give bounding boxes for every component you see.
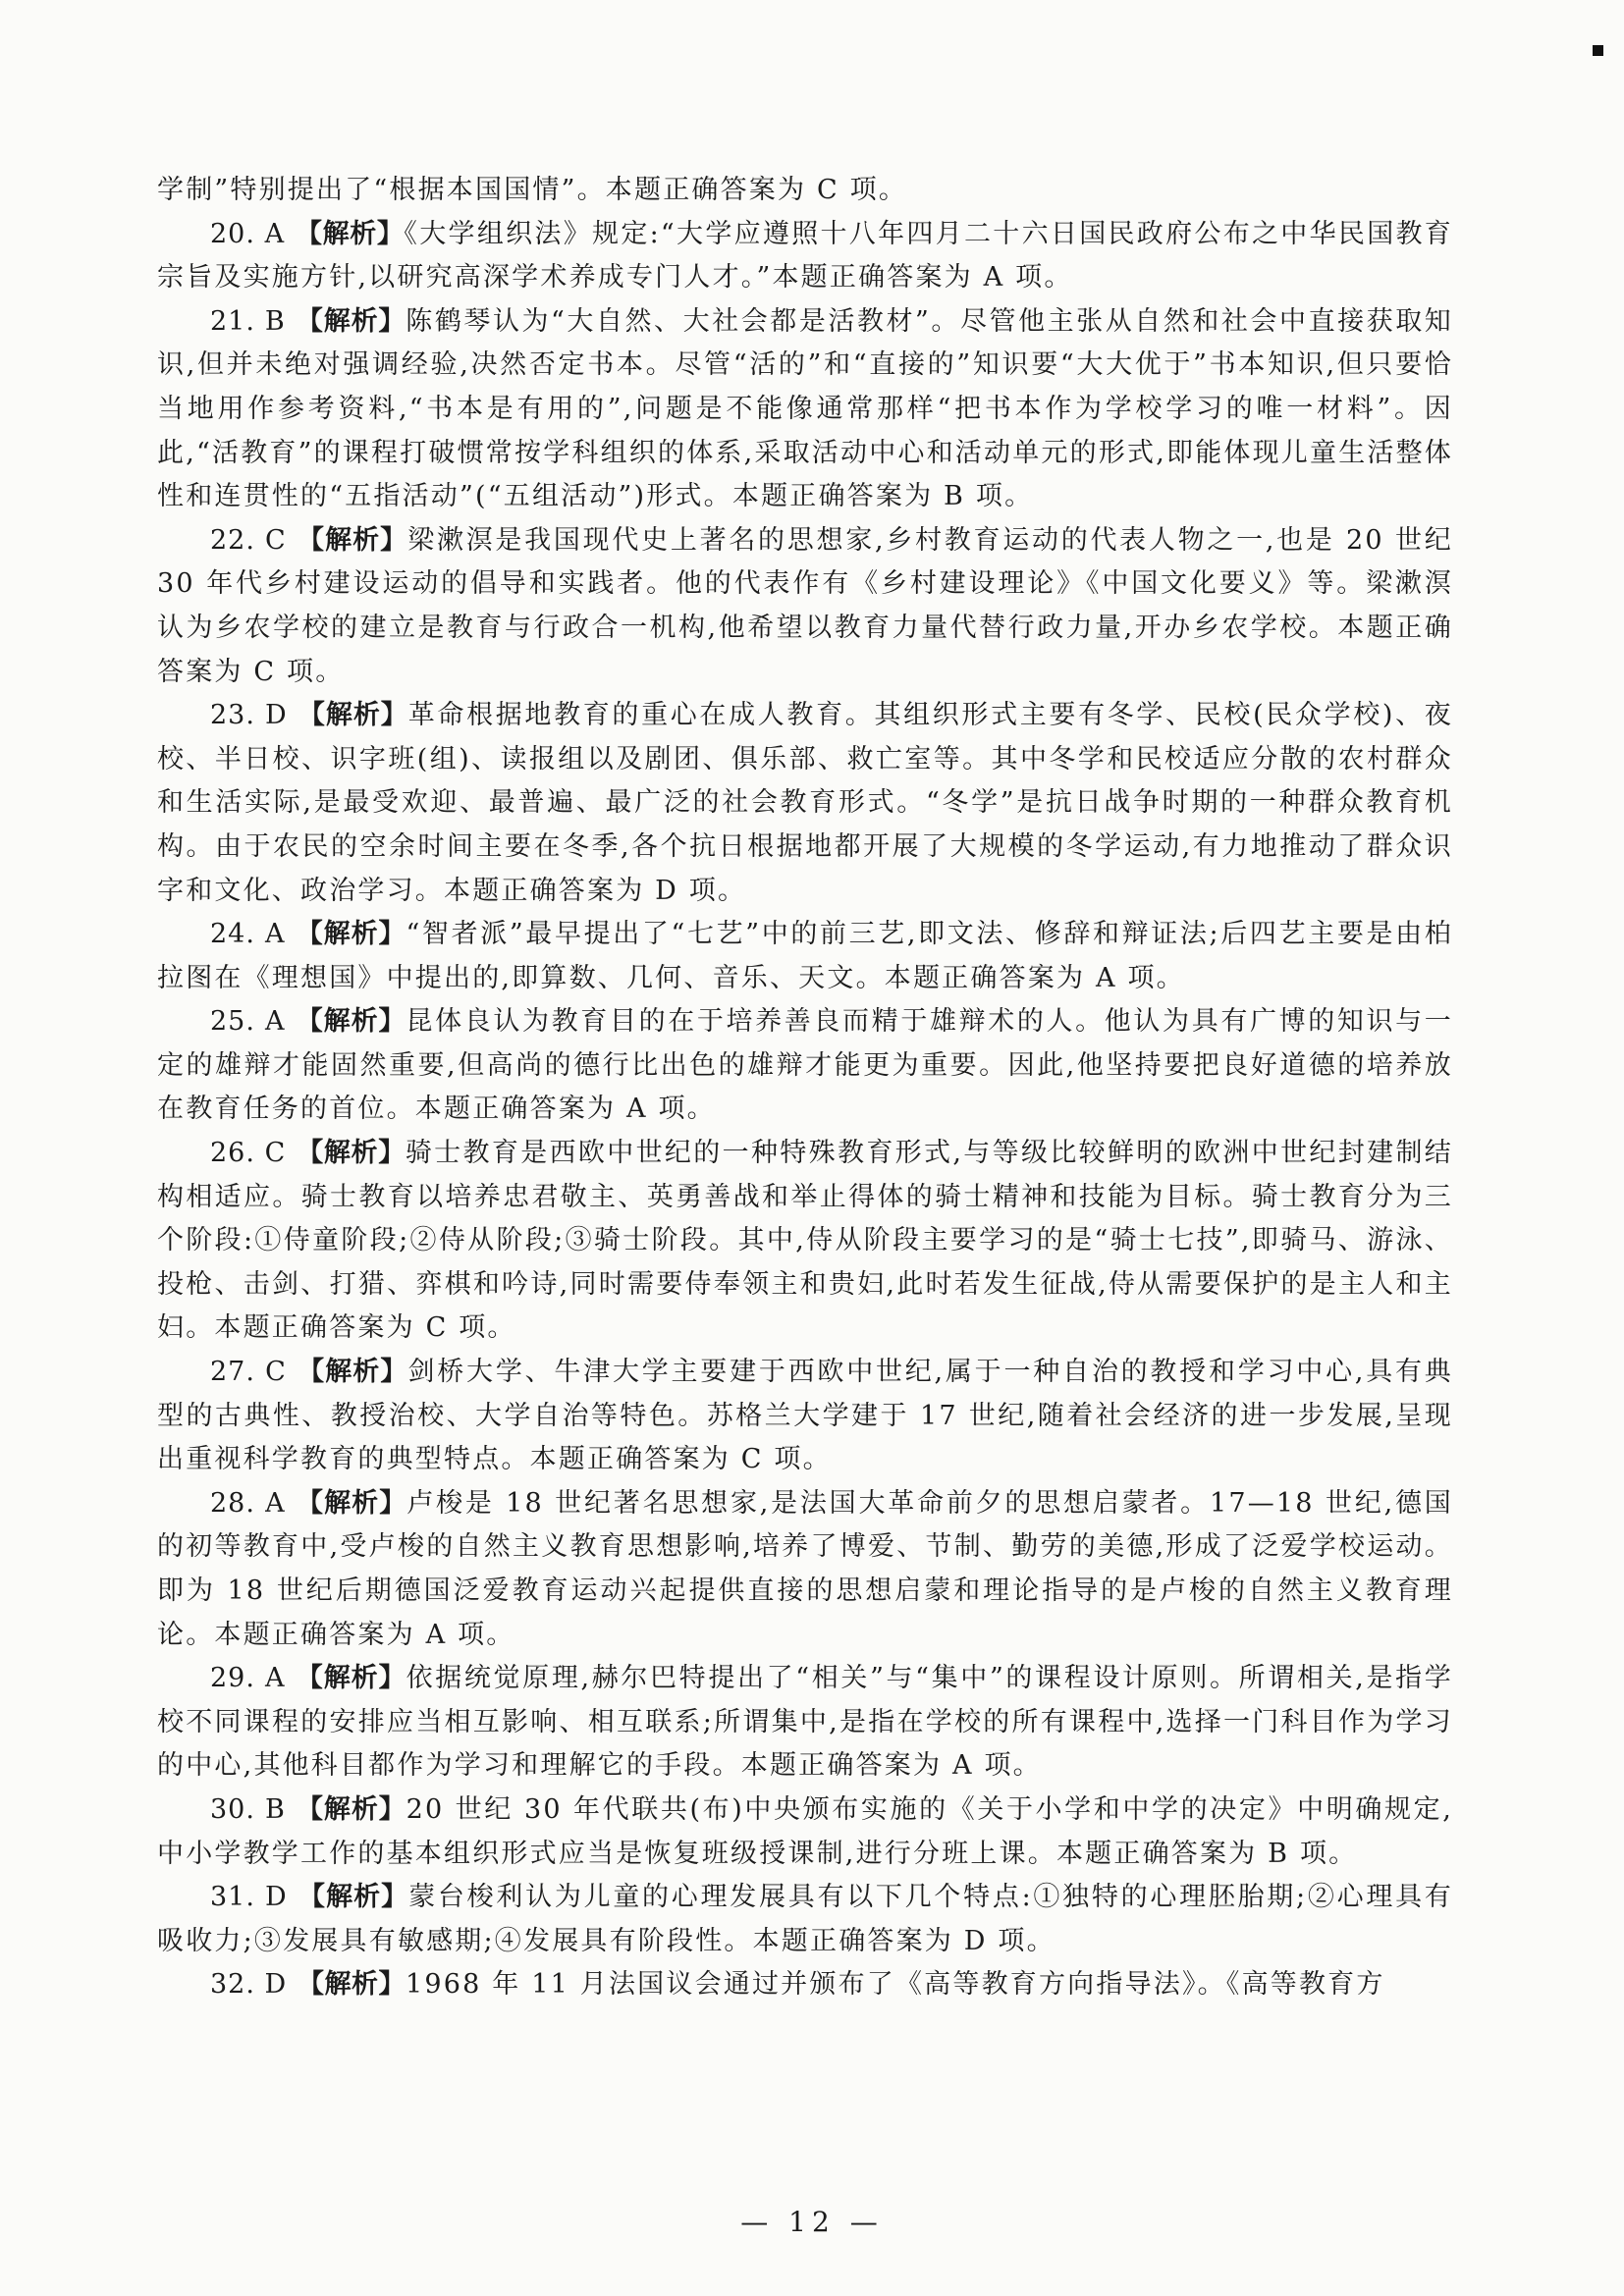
analysis-tag: 【解析】	[298, 1882, 409, 1913]
answer-item	[157, 519, 1453, 694]
page-number: — 12 —	[740, 2206, 884, 2238]
analysis-text: 20 世纪 30 年代联共(布)中央颁布实施的《关于小学和中学的决定》中明确规定,中小学教学工作的基本组织形式应当是恢复班级授课制,进行分班上课。本题正确答案为 B 项。	[157, 1793, 1453, 1869]
answer-item	[157, 1482, 1453, 1657]
corner-mark	[1593, 45, 1603, 56]
answer-number: 29. A	[210, 1663, 286, 1694]
analysis-text: 陈鹤琴认为“大自然、大社会都是活教材”。尽管他主张从自然和社会中直接获取知识,但并未绝对强调经验,决然否定书本。尽管“活的”和“直接的”知识要“大大优于”书本知识,但只要恰当地用作参考资料,“书本是有用的”,问题是不能像通常那样“把书本作为学校学习的唯一材料”。因此,“活教育”的课程打破惯常按学科组织的体系,采取活动中心和活动单元的形式,即能体现儿童生活整体性和连贯性的“五指活动”(“五组活动”)形式。本题正确答案为 B 项。	[157, 305, 1453, 512]
answer-item	[157, 213, 1453, 300]
answer-item	[157, 1789, 1453, 1876]
analysis-text: 蒙台梭利认为儿童的心理发展具有以下几个特点:①独特的心理胚胎期;②心理具有吸收力;③发展具有敏感期;④发展具有阶段性。本题正确答案为 D 项。	[157, 1882, 1454, 1956]
answer-item	[157, 1132, 1453, 1351]
answer-number: 24. A	[210, 919, 286, 950]
lead-paragraph: 学制”特别提出了“根据本国国情”。本题正确答案为 C 项。	[157, 175, 908, 205]
analysis-tag: 【解析】	[296, 1793, 406, 1825]
answer-number: 31. D	[210, 1882, 288, 1913]
answer-number: 25. A	[210, 1006, 286, 1038]
analysis-text: 革命根据地教育的重心在成人教育。其组织形式主要有冬学、民校(民众学校)、夜校、半日校、识字班(组)、读报组以及剧团、俱乐部、救亡室等。其中冬学和民校适应分散的农村群众和生活实际,是最受欢迎、最普遍、最广泛的社会教育形式。“冬学”是抗日战争时期的一种群众教育机构。由于农民的空余时间主要在冬季,各个抗日根据地都开展了大规模的冬学运动,有力地推动了群众识字和文化、政治学习。本题正确答案为 D 项。	[157, 700, 1453, 906]
answer-item	[157, 913, 1453, 1000]
answer-number: 20. A	[210, 218, 286, 249]
answer-number: 30. B	[210, 1793, 286, 1825]
answer-number: 22. C	[210, 524, 287, 556]
answer-number: 26. C	[210, 1138, 287, 1169]
answer-number: 27. C	[210, 1357, 287, 1388]
answer-item	[157, 1963, 1453, 2007]
answer-number: 28. A	[210, 1487, 286, 1519]
analysis-tag: 【解析】	[297, 1969, 406, 2001]
analysis-text: 梁漱溟是我国现代史上著名的思想家,乡村教育运动的代表人物之一,也是 20 世纪 30 年代乡村建设运动的倡导和实践者。他的代表作有《乡村建设理论》《中国文化要义》等。梁漱溟认为乡农学校的建立是教育与行政合一机构,他希望以教育力量代替行政力量,开办乡农学校。本题正确答案为 C 项。	[157, 524, 1453, 687]
answer-list	[157, 213, 1453, 2007]
answer-item	[157, 1351, 1453, 1482]
analysis-tag: 【解析】	[297, 1138, 406, 1169]
analysis-text: “智者派”最早提出了“七艺”中的前三艺,即文法、修辞和辩证法;后四艺主要是由柏拉图在《理想国》中提出的,即算数、几何、音乐、天文。本题正确答案为 A 项。	[157, 919, 1453, 993]
analysis-text: 卢梭是 18 世纪著名思想家,是法国大革命前夕的思想启蒙者。17—18 世纪,德国的初等教育中,受卢梭的自然主义教育思想影响,培养了博爱、节制、勤劳的美德,形成了泛爱学校运动。即为 18 世纪后期德国泛爱教育运动兴起提供直接的思想启蒙和理论指导的是卢梭的自然主义教育理论。本题正确答案为 A 项。	[157, 1487, 1453, 1650]
analysis-tag: 【解析】	[298, 700, 408, 731]
analysis-text: 昆体良认为教育目的在于培养善良而精于雄辩术的人。他认为具有广博的知识与一定的雄辩才能固然重要,但高尚的德行比出色的雄辩才能更为重要。因此,他坚持要把良好道德的培养放在教育任务的首位。本题正确答案为 A 项。	[157, 1006, 1454, 1125]
analysis-tag: 【解析】	[298, 524, 408, 556]
analysis-tag: 【解析】	[296, 305, 406, 337]
answer-number: 23. D	[210, 700, 288, 731]
answer-item	[157, 694, 1453, 913]
analysis-text: 剑桥大学、牛津大学主要建于西欧中世纪,属于一种自治的教授和学习中心,具有典型的古典性、教授治校、大学自治等特色。苏格兰大学建于 17 世纪,随着社会经济的进一步发展,呈现出重视科学教育的典型特点。本题正确答案为 C 项。	[157, 1357, 1453, 1475]
answer-item	[157, 1657, 1453, 1789]
analysis-tag: 【解析】	[296, 1006, 406, 1038]
answer-explanations	[157, 169, 1453, 2007]
answer-item	[157, 300, 1453, 519]
answer-number: 21. B	[210, 305, 286, 337]
analysis-tag: 【解析】	[298, 1357, 408, 1388]
answer-number: 32. D	[210, 1969, 288, 2001]
analysis-text: 依据统觉原理,赫尔巴特提出了“相关”与“集中”的课程设计原则。所谓相关,是指学校不同课程的安排应当相互影响、相互联系;所谓集中,是指在学校的所有课程中,选择一门科目作为学习的中心,其他科目都作为学习和理解它的手段。本题正确答案为 A 项。	[157, 1663, 1453, 1782]
analysis-text: 1968 年 11 月法国议会通过并颁布了《高等教育方向指导法》。《高等教育方	[405, 1969, 1385, 2001]
analysis-tag: 【解析】	[296, 1663, 406, 1694]
analysis-tag: 【解析】	[296, 1487, 407, 1519]
analysis-tag: 【解析】	[296, 919, 406, 950]
answer-item	[157, 1876, 1453, 1963]
answer-item	[157, 1000, 1453, 1132]
analysis-tag: 【解析】	[296, 218, 405, 249]
analysis-text: 骑士教育是西欧中世纪的一种特殊教育形式,与等级比较鲜明的欧洲中世纪封建制结构相适应。骑士教育以培养忠君敬主、英勇善战和举止得体的骑士精神和技能为目标。骑士教育分为三个阶段:①侍童阶段;②侍从阶段;③骑士阶段。其中,侍从阶段主要学习的是“骑士七技”,即骑马、游泳、投枪、击剑、打猎、弈棋和吟诗,同时需要侍奉领主和贵妇,此时若发生征战,侍从需要保护的是主人和主妇。本题正确答案为 C 项。	[157, 1138, 1453, 1344]
analysis-text: 《大学组织法》规定:“大学应遵照十八年四月二十六日国民政府公布之中华民国教育宗旨及实施方针,以研究高深学术养成专门人才。”本题正确答案为 A 项。	[157, 218, 1453, 294]
